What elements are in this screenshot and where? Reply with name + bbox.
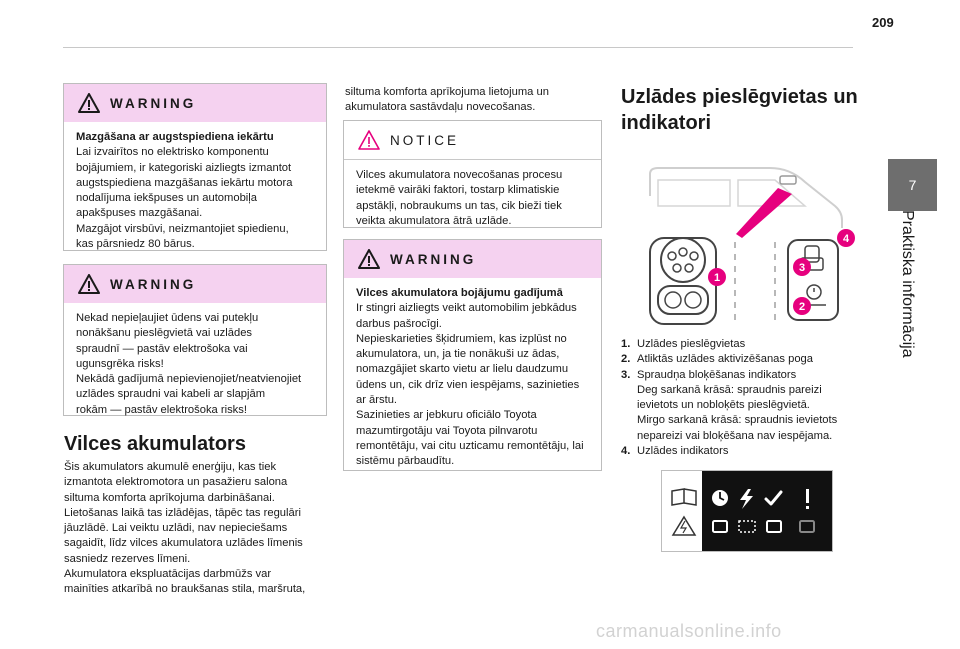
warning-header — [344, 240, 601, 278]
chapter-title: Praktiska informācija — [899, 210, 916, 358]
pointer-arrow — [736, 188, 792, 238]
car-silhouette — [650, 168, 842, 228]
notice-triangle-icon — [358, 130, 380, 150]
section-title-line1: Uzlādes pieslēgvietas un — [621, 86, 858, 108]
watermark: carmanualsonline.info — [596, 621, 782, 641]
warning-label: WARNING — [110, 96, 197, 111]
warning-label: WARNING — [390, 252, 477, 267]
warning-title: Vilces akumulatora bojājumu gadījumā — [356, 287, 563, 299]
manual-book-icon — [672, 489, 696, 505]
warning-text: Ir stingri aizliegts veikt automobilim jebkādus darbus pašrocīgi. Nepieskarieties šķidrumiem, kas izplūst no akumulatora, un, ja tie nonākuši uz ādas, nomazgājiet skarto vietu ar lielu daudzumu ūdens un, cik drīz vien iespējams, sazinieties ar ārstu. Sazinieties ar jebkuru oficiālo Toyota mazumtirgotāju vai Toyota pilnvarotu remontētāju, vai citu uzticamu remontētāju, lai sistēmu pārbaudītu. — [356, 302, 584, 468]
charge-warning-triangle-icon — [673, 517, 695, 535]
legend-list — [621, 337, 861, 459]
callout-badge-2 — [793, 297, 811, 315]
callout-badge-1 — [708, 268, 726, 286]
warning-box-pressure-washing — [63, 83, 327, 251]
timer-icon — [712, 490, 728, 506]
warning-text: Lai izvairītos no elektrisko komponentu bojājumiem, ir kategoriski aizliegts izmantot augstspiediena mazgāšanas iekārtu motora nodalījuma iekšpuses un automobiļa apakšpuses mazgāšanai. Mazgājot virsbūvi, neizmantojiet spiedienu, kas pārsniedz 80 bārus. — [76, 146, 293, 251]
warning-triangle-icon — [358, 249, 380, 269]
section-title-line2: indikatori — [621, 112, 712, 134]
header-divider — [63, 47, 853, 48]
svg-text:4: 4 — [842, 233, 850, 245]
warning-box-water-dust — [63, 264, 327, 416]
indicator-symbols — [662, 471, 832, 551]
warning-text: Nekad nepieļaujiet ūdens vai putekļu nonākšanu pieslēgvietā vai uzlādes spraudnī — pastāv elektrošoka vai ugunsgrēka risks! Nekādā gadījumā nepievienojiet/neatvienojiet uzlādes spraudni vai kabeli ar slapjām rokām — pastāv elektrošoka risks! — [76, 312, 302, 416]
page-number: 209 — [872, 15, 894, 30]
charging-socket-icon — [650, 238, 716, 324]
svg-text:1: 1 — [713, 272, 721, 284]
warning-header — [64, 265, 326, 303]
warning-header — [64, 84, 326, 122]
charging-port-illustration — [630, 160, 860, 330]
section-body: Šis akumulators akumulē enerģiju, kas tiek izmantota elektromotora un pasažieru salona siltuma komforta aprīkojuma darbināšanai. Lietošanas laikā tas izlādējas, tāpēc tas regulāri jāuzlādē. Lai veiktu uzlādi, nav nepieciešams sagaidīt, līdz vilces akumulatora uzlādes līmenis sasniedz rezerves līmeni. Akumulatora ekspluatācijas darbmūžs var mainīties atkarībā no braukšanas stila, maršruta, — [64, 461, 306, 596]
indicator-display — [702, 471, 832, 551]
callout-badge-4 — [837, 229, 855, 247]
section-title: Vilces akumulators — [64, 433, 246, 455]
list-item: 3. Spraudņa bloķēšanas indikators Deg sarkanā krāsā: spraudnis pareizi ievietots un nobloķēts pieslēgvietā. Mirgo sarkanā krāsā: spraudnis ievietots nepareizi vai bloķēšana nav iespējama. — [621, 368, 838, 442]
list-item: 2. Atliktās uzlādes aktivizēšanas poga — [621, 353, 813, 366]
warning-triangle-icon — [78, 93, 100, 113]
warning-label: WARNING — [110, 277, 197, 292]
svg-text:2: 2 — [798, 301, 806, 313]
warning-triangle-icon — [78, 274, 100, 294]
charging-section-heading — [621, 84, 871, 136]
traction-battery-section — [64, 433, 334, 598]
callout-badge-3 — [793, 258, 811, 276]
notice-header — [344, 121, 601, 160]
exclamation-icon — [806, 489, 809, 509]
chapter-number-tab[interactable]: 7 — [888, 159, 937, 211]
chapter-title-vertical — [894, 210, 930, 368]
notice-text: Vilces akumulatora novecošanas procesu ietekmē vairāki faktori, tostarp klimatiskie apstākļi, nobraukums un tas, cik bieži tiek veikta akumulatora ātrā uzlāde. — [356, 169, 563, 227]
notice-label: NOTICE — [390, 133, 460, 148]
warning-box-battery-damage — [343, 239, 602, 471]
charging-indicator-illustration — [661, 470, 833, 552]
notice-box — [343, 120, 602, 228]
svg-text:3: 3 — [798, 262, 806, 274]
list-item: 1. Uzlādes pieslēgvietas — [621, 338, 746, 350]
warning-title: Mazgāšana ar augstspiediena iekārtu — [76, 131, 274, 143]
list-item: 4. Uzlādes indikators — [621, 445, 729, 458]
continuation-text: siltuma komforta aprīkojuma lietojuma un akumulatora sastāvdaļu novecošanas. — [345, 86, 549, 114]
